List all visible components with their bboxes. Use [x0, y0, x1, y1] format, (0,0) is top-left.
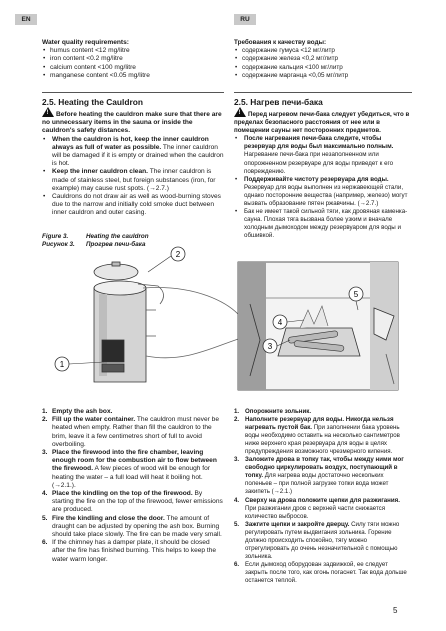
warning-text: !Перед нагревом печи-бака следует убедиться, что в пределах безопасного расстояния от нее или в помещении сауны нет посторонних предметов.: [234, 107, 412, 135]
right-steps: [234, 408, 412, 585]
divider: [234, 92, 412, 93]
list-item: 6. If the chimney has a damper plate, it should be closed after the fire has finished burning. This helps to keep the water warm longer.: [42, 539, 217, 563]
warning-icon: [234, 107, 246, 117]
left-heating-section: [42, 97, 224, 218]
list-item: • When the cauldron is hot, keep the inner cauldron always as full of water as possible. The inner cauldron will be damaged if it is empty or drained when the cauldron is hot.: [42, 136, 224, 169]
heating-bullets: [234, 135, 412, 240]
list-item: • iron content <0.2 mg/litre: [42, 55, 224, 63]
list-item: • Keep the inner cauldron clean. The inner cauldron is made of stainless steel, but foreign substances (iron, for example) may cause rust spots. (→2.7.): [42, 168, 224, 193]
page-number: 5: [393, 606, 398, 615]
figure-heating-illustration: [38, 244, 410, 396]
list-item: 3. Заложите дрова в топку так, чтобы между ними мог свободно циркулировать воздух, поступающий в топку. Для нагрева воды достаточно нескольких поленьев – при полной загрузке топки вода может закипеть (→2.1.): [234, 456, 404, 496]
list-item: 5. Зажгите щепки и закройте дверцу. Силу тяги можно регулировать путем выдвигания зольника. Горение должно происходить спокойно, тягу можно отрегулировать до очень незначительной с помощью зольника.: [234, 520, 400, 560]
list-item: 3. Place the firewood into the fire chamber, leaving enough room for the combustion air to flow between the firewood. A few pieces of wood will be enough for heating the water – a full load will heat it boiling hot. (→2.1.).: [42, 449, 217, 489]
list-item: 1. Empty the ash box.: [42, 408, 113, 415]
list-item: • После нагревания печи-бака следите, чтобы резервуар для воды был максимально полным. Нагревание печи-бака при незаполненном или опорожненном резервуаре для воды приведет к его повреждению.: [234, 135, 412, 175]
steps-list: [234, 408, 412, 585]
water-quality-list: [234, 47, 412, 80]
heating-bullets: [42, 136, 224, 218]
list-item: 6. Если дымоход оборудован задвижкой, ее следует закрыть после того, как огонь погаснет. Так вода дольше останется теплой.: [234, 560, 407, 584]
water-quality-list: [42, 47, 224, 80]
section-heading: 2.5. Heating the Cauldron: [42, 97, 143, 107]
figure-caption-en: Figure 3. Heating the cauldron: [42, 233, 149, 240]
list-item: • содержание железа <0,2 мг/литр: [234, 55, 412, 63]
steps-list: [42, 408, 224, 564]
list-item: 4. Сверху на дрова положите щепки для разжигания. При разжигании дров с верхней части снижается количество выбросов.: [234, 496, 400, 520]
divider: [42, 92, 224, 93]
list-item: • calcium content <100 mg/litre: [42, 64, 224, 72]
list-item: • Поддерживайте чистоту резервуара для воды. Резервуар для воды выполнен из нержавеющей стали, однако посторонние вещества (например, железо) могут вызвать образование пятен ржавчины. (→2.7.): [234, 176, 412, 208]
list-item: • содержание гумуса <12 мг/литр: [234, 47, 412, 55]
cauldron-drawing: [94, 262, 248, 382]
list-item: 1. Опорожните зольник.: [234, 408, 312, 415]
list-item: • содержание кальция <100 мг/литр: [234, 64, 412, 72]
firebox-drawing: [238, 262, 398, 390]
section-heading: 2.5. Нагрев печи-бака: [234, 97, 323, 107]
right-heating-section: [234, 97, 412, 241]
list-item: • Cauldrons do not draw air as well as wood-burning stoves due to the narrow and initially cold smoke duct between inner cauldron and outer casing.: [42, 193, 224, 218]
list-item: 2. Наполните резервуар для воды. Никогда нельзя нагревать пустой бак. При заполнении бака уровень воды необходимо оставить на несколько сантиметров ниже верхнего края резервуара для воды в целях предупреждения возможного чрезмерного кипения.: [234, 416, 400, 456]
list-item: 4. Place the kindling on the top of the firewood. By starting the fire on the top of the firewood, fewer emissions are produced.: [42, 490, 223, 514]
right-top-column: [234, 39, 412, 80]
callout-2: 2: [175, 250, 181, 259]
figure-caption-ru: Рисунок 3. Прогрев печи-бака: [42, 241, 146, 248]
list-item: 2. Fill up the water container. The cauldron must never be heated when empty. Rather than fill the cauldron to the brim, leave it a few centimetres short of full to avoid overboiling.: [42, 416, 219, 448]
callout-5: 5: [353, 290, 359, 299]
callout-3: 3: [267, 342, 273, 351]
callout-1: 1: [59, 360, 65, 369]
callout-4: 4: [277, 318, 283, 327]
warning-text: !Before heating the cauldron make sure that there are no unnecessary items in the sauna or inside the cauldron's safety distances.: [42, 107, 224, 136]
warning-icon: [42, 107, 54, 117]
list-item: • Бак не имеет такой сильной тяги, как дровяная каменка-сауна. Плохая тяга вызвана более узким и вначале холодным дымоходом между резервуаром для воды и обшивкой.: [234, 208, 412, 240]
left-steps: [42, 408, 224, 564]
list-item: 5. Fire the kindling and close the door. The amount of draught can be adjusted by opening the ash box. Burning should take place slowly. The fire can be made very small.: [42, 514, 222, 539]
water-quality-title: Water quality requirements:: [42, 39, 129, 46]
language-tab-ru: RU: [234, 14, 256, 25]
left-top-column: [42, 39, 224, 80]
water-quality-title: Требования к качеству воды:: [234, 39, 327, 46]
list-item: • содержание марганца <0,05 мг/литр: [234, 72, 412, 80]
list-item: • humus content <12 mg/litre: [42, 47, 224, 55]
language-tab-en: EN: [15, 14, 37, 25]
list-item: • manganese content <0.05 mg/litre: [42, 72, 224, 80]
